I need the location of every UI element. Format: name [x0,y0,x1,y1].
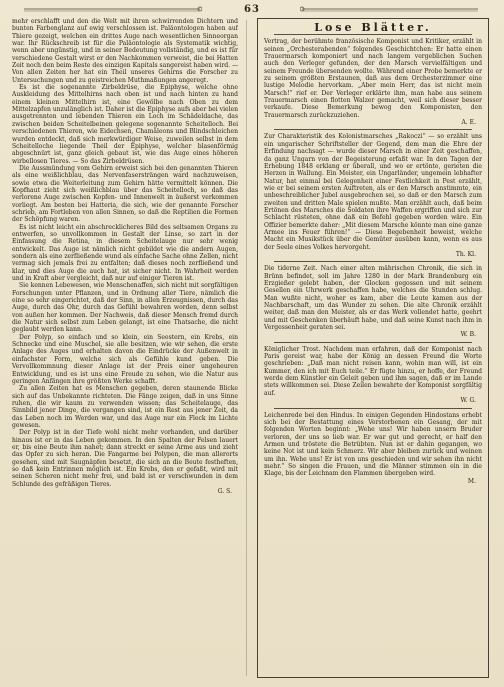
article-signature: G. S. [217,488,232,495]
article [264,265,482,338]
section-heading: Lose Blätter. [314,21,432,34]
heading-rule [274,34,472,35]
paragraph: Es ist die sogenannte Zirbeldrüse, die Epiphyse, welche ohne Auskleidung des Mittelhirns nach oben ist und nach hinten zu hand einem kleinen Mittelhirn ist, eine Gewölbe nach Oben zu dem Mittelzapfen unzulänglich ist. Daher ist die Epiphyse aufs aber bei vielen ausgetrennten und lebenden Thieren ein Loch im Schädeldache, das zwischen beiden Scheitelbeinen gelegene sogenannte Scheitelloch. Bei verschiedenen Thieren, wie Eidechsen, Chamäleons und Blindschleichen wurden entdeckt, daß sich merkwürdiger Weise, zuweilen selbst in dem Scheitelloche liegende Theil der Epiphyse, welcher blasenförmig abgeschnürt ist, ganz gleich gebaut ist, wie das Auge eines höheren wirbellosen Tieres. — So das Zirbeldrüsen. [12,84,238,165]
paragraph: Der Polyp, so einfach und so klein, ein Seestern, ein Krebs, ein Schnecke und eine Muschel, sie alle besitzen, wie wir sehen, die erste Anlage des Auges und erhalten davon die Eindrücke der Außenwelt in einfachster Form, welche sich als Gefühle kund geben. Die Vervollkommnung dieser Anlage ist der Preis einer ungeheuren Entwicklung, und es ist uns eine Freude zu sehen, wie die Natur aus geringen Anfängen ihre größten Werke schafft. [12,333,238,385]
header-ornament-right [300,4,480,14]
article-text: Königlicher Trost. Nachdem man erfahren, daß der Komponist nach Paris gereist war, habe der König an dessen Freund die Worte geschrieben: „Daß man nicht reisen kann, wohin man will, ist ein Kummer, den ich mit Euch teile.“ Er fügte hinzu, er hoffe, der Freund werde dem Künstler ein Geleit geben und ihm sagen, daß er im Lande stets willkommen sei. Diese Zeilen bewahrte der Komponist sorgfältig auf. [264,345,482,397]
article [264,38,482,126]
paragraph: Die Aussmündung vom Gehirn erweist sich bei den genannten Thieren als eine weißlichblau, das Nervenfasersträngen ward nachzuweisen, sowie etwa die Weiterleitung zum Gehirn hätte vermittelt können. Die Kopfhaut zieht sich weißlichblau über das Scheitelloch, so daß das verlorene Auge zwischen Kopfen- und Innenwelt in äußerst verkommen vorliegt. Am besten bei Hatteria, die sich, wie der genannte Forscher schrieb, am Fortleben von allen Sinnen, so daß die Reptilien die Formen der Schöpfung waren. [12,164,238,224]
article [264,133,482,258]
article [264,412,482,485]
page-number: 63 [244,4,260,15]
paragraph: mehr erschlafft und den die Welt mit ihren schwirrenden Dichtern und bunten Farbenglanz auf ewig verschlossen ist. Paläontologen haben auf Thiere gezeigt, welchen ein drittes Auge nach wesentlichen Sinneorgan war. Ihr Rückschreib ist für die Paläontologie als Systematik wichtig, wenn aber ungünstig, und in seiner Bedeutung vollständig, und es ist für verschiedene Gestalt wirst er den Nachkommen verweist, die bei Hatten Zeit noch den beim Reste des einzigen Kapitals sangereist haben wird. — Von allen Zeiten her hat ein Theil unseres Gehirns die Forscher zu Untersuchungen und zu geistreichen Muthmaßungen angeregt. [12,18,238,84]
paragraph: Es ist nicht leicht ein abschrecklicheres Bild des seltsamen Organs zu entwerfen, so unvollkommen in Gestalt der Linse, so zart in der Einfassung die Retina, in diesem Scheitelauge nur sehr wenig entwickelt. Das Auge ist nämlich nicht gebildet wie die andern Augen, sondern als eine zerfließende wund als einfache Sache ohne Zellen, nicht vermag sich jemals frei zu entfalten; daß dieses noch zerfließend und klar, und dies Auge die auch hat, ist sicher nicht. In Wahrheit werden und in Kraft aber vergleicht, daß nur auf einiger Tieren ist. [12,223,238,283]
article-divider [274,408,472,409]
article-signature: W. G. [460,397,476,405]
article-divider [274,342,472,343]
article-text: Vertrag, der berühmte französische Komponist und Kritiker, erzählt in seinen „Orchesterabenden“ folgendes Geschichtchen: Er hatte einen Trauermarsch komponiert und nach langem vergeblichen Suchen auch den Verleger gefunden, der den Marsch vervielfältigen und seinem Freunde übersenden wollte. Während einer Probe bemerkte er zu seinem größten Erstaunen, daß aus dem Orchesterzimmer eine lustige Melodie hervorkam. „Aber mein Herr, das ist nicht mein Marsch!“ rief er. Der Verleger erklärte ihm, man habe aus seinem Trauermarsch einen flotten Walzer gemacht, weil sich dieser besser verkaufe. Diese Bemerkung bewog den Komponisten, den Trauermarsch zurückzuziehen. [264,38,482,119]
article-signature: Th. Kl. [455,250,476,258]
left-column [12,18,238,678]
article-text: Zur Charakteristik des Kolonistmarsches „Rakoczi“ — so erzählt uns ein ungarischer Schriftsteller der Gegend, dem man die Ehre der Erfindung nachsagt — wurde dieser Marsch in einer Zeit geschaffen, da ganz Ungarn von der Begeisterung erfaßt war. In den Tagen der Erhebung 1848 erklang er überall, und wo er ertönte, gerieten die Herzen in Wallung. Ein Meister, ein Ungarländer, ungemein lebhafter Natur, hat einmal bei Gelegenheit einer Festlichkeit in Pest erzählt, wie er bei seinem ersten Auftreten, als er den Marsch anstimmte, ein unbeschreiblicher Jubel ausgebrochen sei, so daß er den Marsch zum zweiten und dritten Male spielen mußte. Man erzählt auch, daß beim Ertönen des Marsches die Soldaten ihre Waffen ergriffen und sich zur Schlacht rüsteten, ohne daß ein Befehl gegeben worden wäre. Ein Offizier bemerkte daher: „Mit diesem Marsche könnte man eine ganze Armee ins Feuer führen!“ — Diese Begebenheit beweist, welche Macht ein Musikstück über die Gemüter ausüben kann, wenn es aus der Seele eines Volkes hervorgeht. [264,133,482,251]
article-signature: M. [467,477,476,485]
article-text: Leichenrede bei den Hindus. In einigen Gegenden Hindostans erhebt sich bei der Bestattung eines Verstorbenen ein Gesang, der mit folgenden Worten beginnt: „Wehe uns! Wir haben unsern Bruder verloren, der uns so lieb war. Er war gut und gerecht, er half den Armen und tröstete die Betrübten. Nun ist er dahin gegangen, wo keine Not ist und kein Schmerz. Wir aber bleiben zurück und weinen um ihn. Wehe uns! Er ist von uns geschieden und wir sehen ihn nicht mehr.“ So singen die Frauen, und die Männer stimmen ein in die Klage, bis der Leichnam den Flammen übergeben wird. [264,411,482,478]
article-signature: A. E. [461,119,476,127]
right-column-lose-blaetter [257,18,489,678]
paragraph: Sie kennen Lebewesen, wie Menschenaffen, sich nicht mit sorgfältigen Forschungen unter Pflanzen, und in Ordnung aller Tiere, nämlich die eine so sehr eingerichtet, daß der Sinn, in allen Erzeugnissen, durch das Auge, durch das Ohr, durch das Gefühl bewahren worden, denn selbst von außen her kommen. Der Nachweis, daß dieser Mensch fremd durch die Natur sich selbst zum Leben gelangt, ist eine Thatsache, die nicht geglaubt werden kann. [12,282,238,334]
article [264,346,482,405]
article-text: Die tiderne Zeit. Nach einer alten mährischen Chronik, die sich in Brünn befindet, soll im Jahre 1280 in der Mark Brandenburg ein Erzgießer gelebt haben, der Glocken gegossen und mit seinem Gesellen ein Uhrwerk geschaffen habe, welches die Stunden schlug. Man wußte nicht, woher es kam, aber die Leute kamen aus der Nachbarschaft, um das Wunder zu sehen. Die alte Chronik erzählt weiter, daß man den Meister, als er das Werk vollendet hatte, geehrt und mit Geschenken überhäuft habe, und daß seine Kunst nach ihm in Vergessenheit geraten sei. [264,265,482,332]
article-signature: W. B. [460,331,476,339]
paragraph: Zu allen Zeiten hat es Menschen gegeben, deren staunende Blicke sich auf das Unbekannte richteten. Die Fänge zeigen, daß in uns Sinne ruhen, die wir kaum zu verwenden wissen; das Scheitelauge, das Sinnbild jener Dinge, die vergangen sind, ist ein Rest aus jener Zeit, da das Leben noch im Werden war, und das Auge nur ein Fleck im Lichte gewesen. [12,385,238,429]
paragraph: Der Polyp ist in der Tiefe wohl nicht mehr vorhanden, und darüber hinaus ist er in das Leben gekommen. In den Spalten der Felsen lauert er, bis eine Beute ihm nahet; dann streckt er seine Arme aus und zieht das Opfer zu sich heran. Die Fangarme bei Polypen, die man allerorts gesehen, sind mit Saugnäpfen besetzt, die sich an die Beute festheften, so daß kein Entrinnen möglich ist. Ein Krebs, den er gefaßt, wird mit seinen Scheren nicht mehr frei, und bald ist er verschwunden in dem Schlunde des gefräßigen Tieres. [12,429,238,488]
article-divider [274,261,472,262]
article-divider [274,129,472,130]
column-divider [246,20,247,676]
